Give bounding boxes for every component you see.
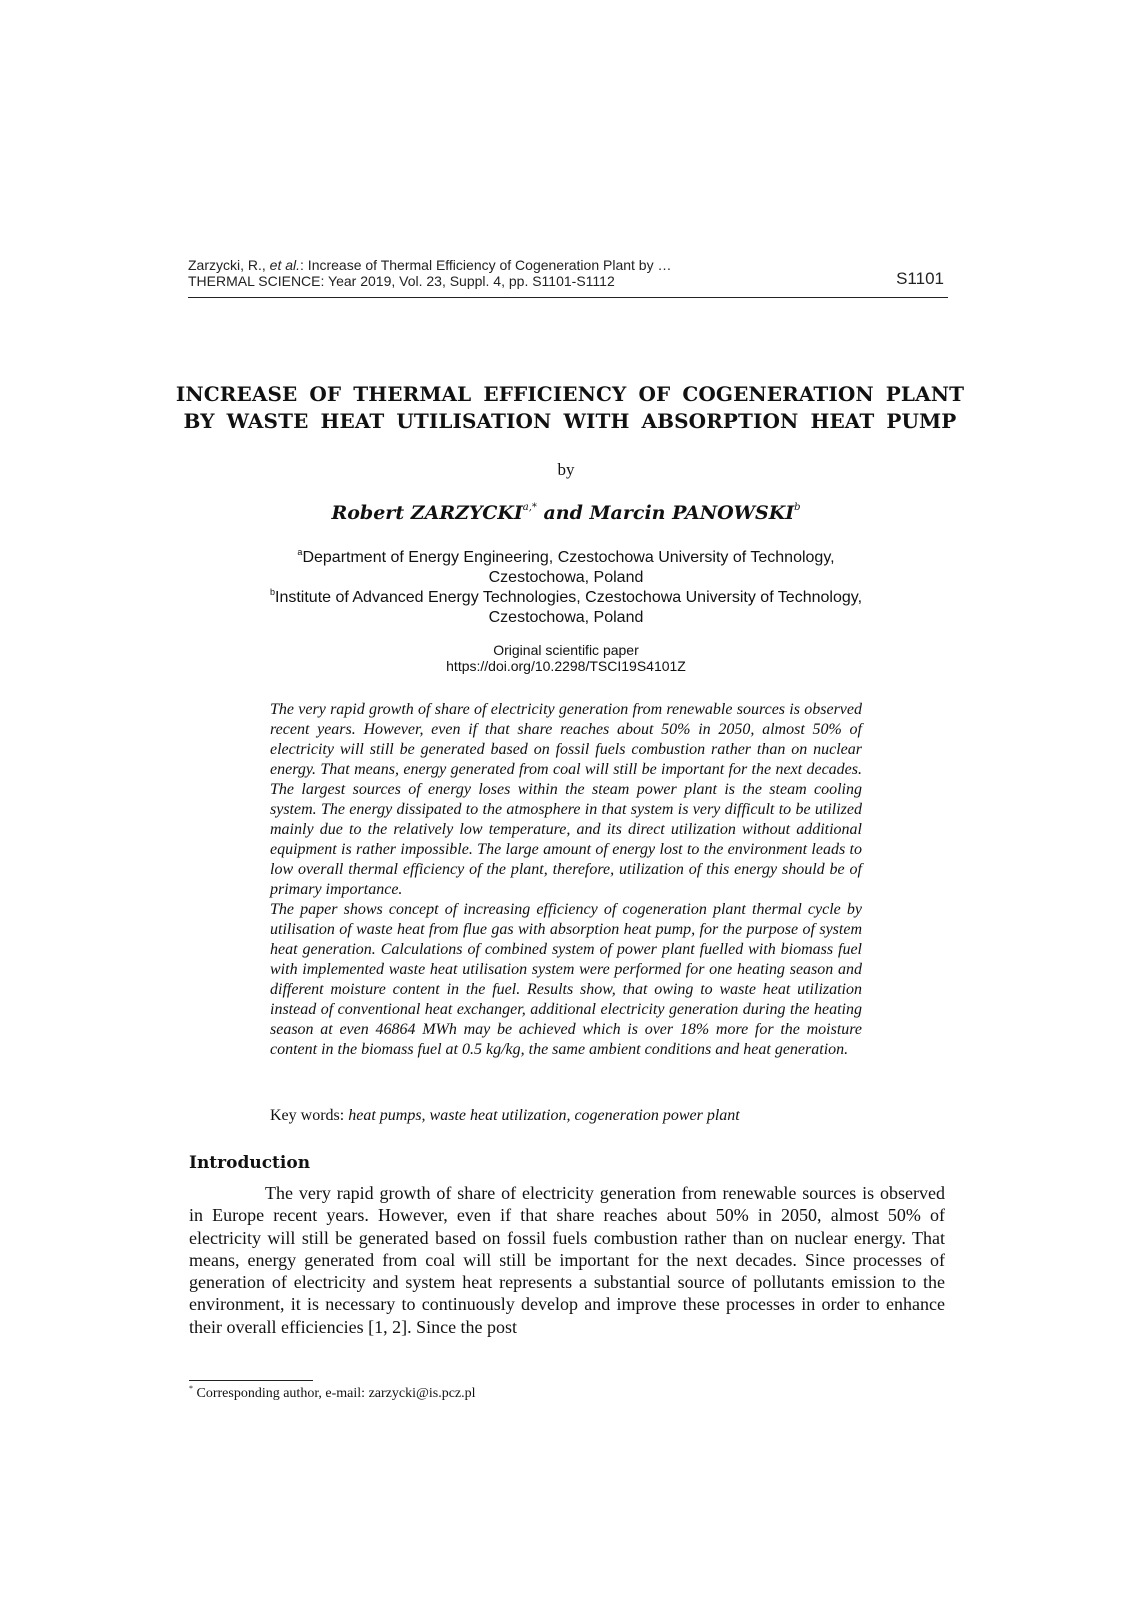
section-heading-introduction: Introduction <box>189 1153 311 1173</box>
author-conjunction: and <box>536 502 590 524</box>
by-line: by <box>557 460 575 479</box>
author-list <box>0 502 1132 524</box>
author-1-affil-mark: a,* <box>522 502 537 513</box>
affiliation-b-text: Institute of Advanced Energy Technologies, Czestochowa University of Technology, <box>275 589 863 606</box>
paper-title <box>160 381 980 435</box>
page-number: S1101 <box>896 269 944 288</box>
header-et-al: et al. <box>269 257 301 273</box>
affiliation-b-line-1 <box>0 582 1132 608</box>
keywords-label: Key words: <box>270 1107 349 1124</box>
title-line-1: INCREASE OF THERMAL EFFICIENCY OF COGENERATION PLANT <box>175 382 965 406</box>
author-1: Robert ZARZYCKI <box>331 502 523 524</box>
abstract-paragraph-2: The paper shows concept of increasing efficiency of cogeneration plant thermal cycle by utilisation of waste heat from flue gas with absorption heat pump, for the purpose of system heat generation. Calculations of combined system of power plant fuelled with biomass fuel with implemented waste heat utilisation system were performed for one heating season and different moisture content in the fuel. Results show, that owing to waste heat utilization instead of conventional heat exchanger, additional electricity generation during the heating season at even 46864 MWh may be achieved which is over 18% more for the moisture content in the biomass fuel at 0.5 kg/kg, the same ambient conditions and heat generation. <box>270 901 862 1058</box>
footnote-mark: * <box>189 1384 193 1393</box>
affiliation-a-text: Department of Energy Engineering, Czestochowa University of Technology, <box>302 549 835 566</box>
footnote <box>189 1384 476 1402</box>
header-author: Zarzycki, R., <box>188 257 270 273</box>
doi-link[interactable]: https://doi.org/10.2298/TSCI19S4101Z <box>446 658 686 674</box>
keywords-list: heat pumps, waste heat utilization, cogeneration power plant <box>348 1107 740 1124</box>
paper-info <box>0 642 1132 674</box>
affiliation-b-mark: b <box>269 587 275 597</box>
affiliation-a-line-2: Czestochowa, Poland <box>488 569 644 586</box>
header-journal: THERMAL SCIENCE: Year 2019, Vol. 23, Suppl. 4, pp. S1101-S1112 <box>188 273 615 289</box>
title-line-2: BY WASTE HEAT UTILISATION WITH ABSORPTION HEAT PUMP <box>183 409 957 433</box>
keywords <box>270 1106 740 1126</box>
introduction-paragraph: The very rapid growth of share of electricity generation from renewable sources is observed in Europe recent years. However, even if that share reaches about 50% in 2050, almost 50% of electricity will still be generated based on fossil fuels combustion rather than on nuclear energy. That means, energy generated from coal will still be important for the next decades. Since processes of generation of electricity and system heat represents a substantial source of pollutants emission to the environment, it is necessary to continuously develop and improve these processes in order to enhance their overall efficiencies [1, 2]. Since the post <box>189 1183 945 1337</box>
affiliation-a-mark: a <box>297 547 303 557</box>
author-2: Marcin PANOWSKI <box>589 502 795 524</box>
paper-type-label: Original scientific paper <box>493 642 639 658</box>
footnote-divider <box>189 1380 313 1381</box>
affiliation-a-line-1 <box>0 542 1132 568</box>
footnote-text: Corresponding author, e-mail: zarzycki@is.pcz.pl <box>193 1386 476 1401</box>
abstract-paragraph-1: The very rapid growth of share of electricity generation from renewable sources is observed recent years. However, even if that share reaches about 50% in 2050, almost 50% of electricity will still be generated based on fossil fuels combustion rather than on nuclear energy. That means, energy generated from coal will still be important for the next decades. The largest sources of energy loses within the steam power plant is the steam cooling system. The energy dissipated to the atmosphere in that system is very difficult to be utilized mainly due to the relatively low temperature, and its direct utilization without additional equipment is rather impossible. The large amount of energy lost to the environment leads to low overall thermal efficiency of the plant, therefore, utilization of this energy should be of primary importance. <box>270 701 862 898</box>
running-header <box>188 257 948 298</box>
abstract <box>270 700 862 1060</box>
author-2-affil-mark: b <box>794 502 801 513</box>
header-citation <box>188 257 671 273</box>
affiliation-b-line-2: Czestochowa, Poland <box>488 609 644 626</box>
affiliation-b <box>0 582 1132 628</box>
header-short-title: : Increase of Thermal Efficiency of Cogeneration Plant by … <box>300 257 672 273</box>
